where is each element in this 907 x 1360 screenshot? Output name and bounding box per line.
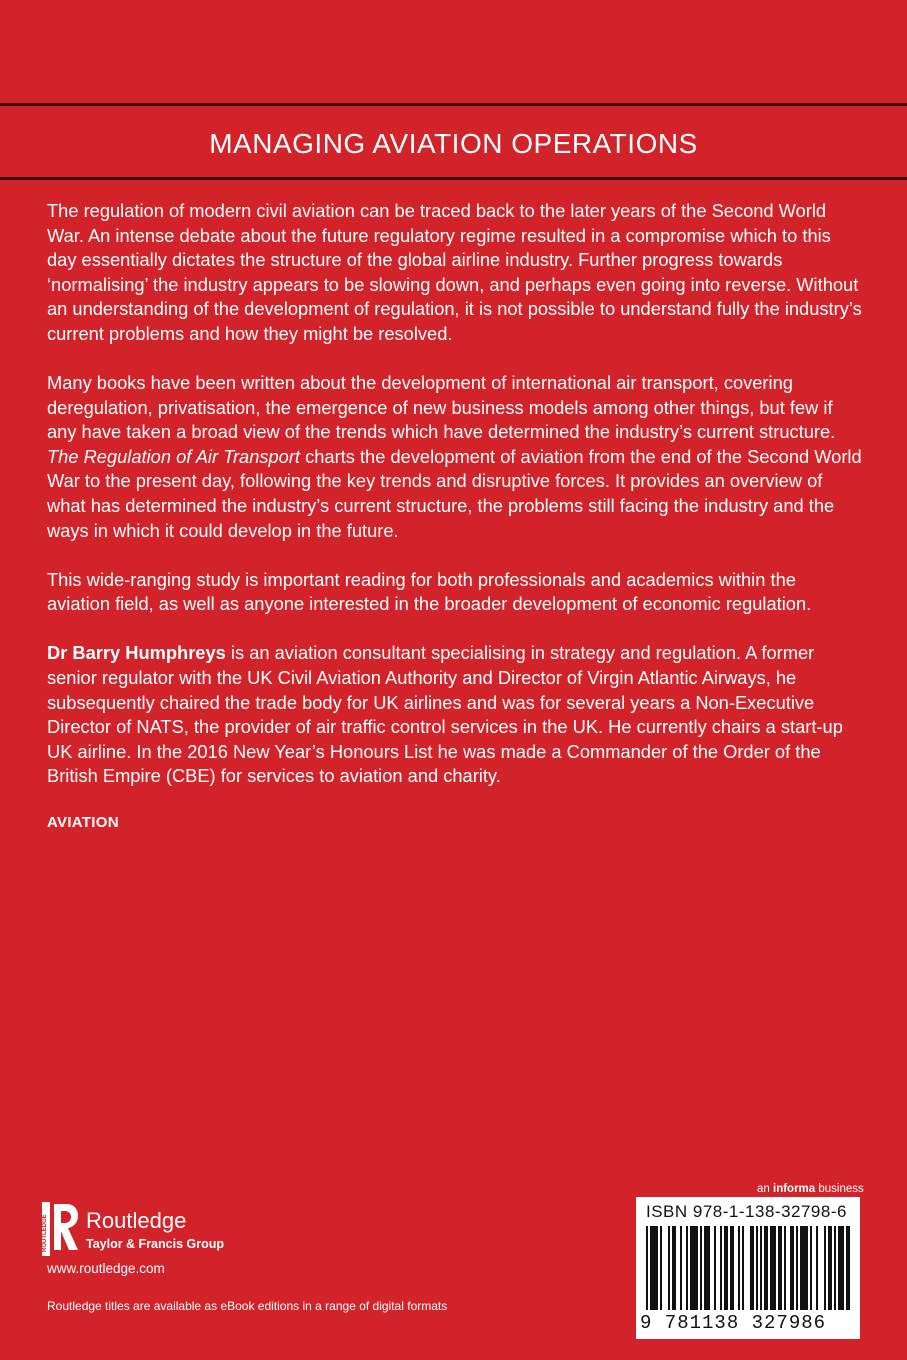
overview-text-end: charts the development of aviation from the end of the Second World War to the present day, following the key trends and disruptive forces. It provides an overview of what has determined the industry’s current structure, the problems still facing the industry and the ways in which it could develop in the future. (47, 445, 862, 541)
paragraph-audience: This wide-ranging study is important reading for both professionals and academics within the aviation field, as well as anyone interested in the broader development of economic regulation. (47, 568, 812, 615)
barcode-bar (686, 1226, 688, 1310)
logo-vertical-text: ROUTLEDGE (42, 1214, 48, 1252)
barcode-bar (790, 1226, 794, 1310)
routledge-logo-icon (40, 1200, 80, 1258)
paragraph-intro: The regulation of modern civil aviation can be traced back to the later years of the Second World War. An intense debate about the future regulatory regime resulted in a compromise which to this day essentially dictates the structure of the global airline industry. Further progress towards ‘normalising’ the industry appears to be slowing down, and perhaps even going into reverse. Without an understanding of the development of regulation, it is not possible to understand fully the industry’s current problems and how they might be resolved. (47, 200, 862, 344)
barcode-bar (690, 1226, 698, 1310)
barcode-bar (654, 1226, 658, 1310)
barcode-bar (672, 1226, 676, 1310)
isbn-barcode-box (636, 1197, 860, 1339)
mid-rule (0, 177, 907, 180)
author-bio-text: is an aviation consultant specialising in strategy and regulation. A former senior regulator with the UK Civil Aviation Authority and Director of Virgin Atlantic Airways, he subsequently chaired the trade body for UK airlines and was for several years a Non-Executive Director of NATS, the provider of air traffic control services in the UK. He currently chairs a start-up UK airline. In the 2016 New Year’s Honours List he was made a Commander of the Order of the British Empire (CBE) for services to aviation and charity. (47, 642, 843, 787)
barcode-bar (816, 1226, 818, 1310)
barcode-bar (652, 1226, 654, 1310)
barcode-bar (704, 1226, 710, 1310)
barcode-bar (660, 1226, 662, 1310)
barcode-bar (756, 1226, 758, 1310)
informa-brand: informa (773, 1183, 816, 1195)
top-rule (0, 103, 907, 106)
barcode-bar (724, 1226, 728, 1310)
overview-text-start: Many books have been written about the development of international air transport, covering deregulation, privatisation, the emergence of new business models among other things, but few if any have taken a broad view of the trends which have determined the industry’s current structure. (47, 372, 836, 443)
barcode-bar (834, 1226, 836, 1310)
barcode-bar (750, 1226, 754, 1310)
back-cover-blurb (47, 199, 862, 813)
barcode-bar (800, 1226, 808, 1310)
barcode-bar (764, 1226, 768, 1310)
barcode (644, 1226, 852, 1312)
barcode-bar (828, 1226, 832, 1310)
barcode-bar (784, 1226, 786, 1310)
publisher-url[interactable]: www.routledge.com (47, 1261, 165, 1276)
paragraph-overview (47, 371, 862, 543)
barcode-bar (778, 1226, 782, 1310)
barcode-bar (730, 1226, 734, 1310)
subject-category: AVIATION (47, 814, 119, 831)
barcode-bar (720, 1226, 722, 1310)
informa-business-tagline: an informa business (757, 1183, 864, 1195)
barcode-bar (824, 1226, 826, 1310)
author-name: Dr Barry Humphreys (47, 642, 226, 664)
series-title: MANAGING AVIATION OPERATIONS (209, 128, 698, 159)
barcode-bar (810, 1226, 812, 1310)
barcode-digits: 9 781138 327986 (640, 1312, 827, 1334)
paragraph-author-bio (47, 641, 862, 789)
isbn-label: ISBN 978-1-138-32798-6 (646, 1202, 847, 1221)
book-title-inline: The Regulation of Air Transport (47, 445, 301, 467)
publisher-group: Taylor & Francis Group (86, 1237, 224, 1251)
barcode-bar (668, 1226, 670, 1310)
barcode-bar (646, 1226, 648, 1310)
barcode-bar (680, 1226, 682, 1310)
barcode-bar (714, 1226, 716, 1310)
publisher-name: Routledge (86, 1208, 187, 1233)
ebook-note: Routledge titles are available as eBook editions in a range of digital formats (47, 1299, 448, 1313)
barcode-bar (650, 1226, 652, 1310)
barcode-bar (838, 1226, 844, 1310)
barcode-bar (742, 1226, 744, 1310)
barcode-bar (796, 1226, 798, 1310)
barcode-bar (770, 1226, 776, 1310)
barcode-bar (738, 1226, 740, 1310)
barcode-bar (700, 1226, 702, 1310)
barcode-bar (760, 1226, 762, 1310)
barcode-bar (846, 1226, 850, 1310)
